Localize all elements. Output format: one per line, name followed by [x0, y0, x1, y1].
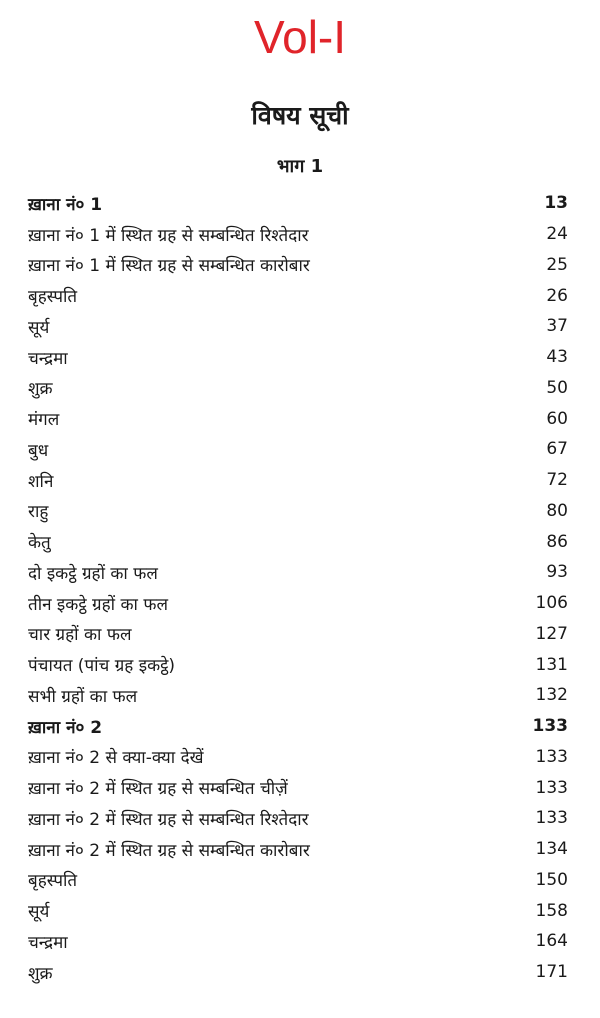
contents-entry [28, 926, 568, 957]
contents-entry [28, 588, 568, 619]
contents-entry [28, 834, 568, 865]
contents-entry [28, 557, 568, 588]
entry-label: सूर्य [28, 317, 50, 338]
entry-label: ख़ाना नं० 2 से क्या-क्या देखें [28, 748, 204, 769]
entry-label: चन्द्रमा [28, 348, 68, 369]
page-title: विषय सूची [251, 101, 349, 130]
contents-entry [28, 496, 568, 527]
entry-page-number: 72 [546, 470, 568, 491]
contents-entry [28, 649, 568, 680]
entry-page-number: 133 [535, 746, 568, 767]
contents-entry [28, 280, 568, 311]
contents-entry [28, 373, 568, 404]
entry-page-number: 37 [546, 316, 568, 337]
entry-label: ख़ाना नं० 1 [28, 194, 103, 215]
contents-entry [28, 803, 568, 834]
entry-page-number: 133 [535, 808, 568, 829]
contents-entry [28, 342, 568, 373]
contents-entry [28, 957, 568, 988]
contents-entry [28, 619, 568, 650]
entry-page-number: 132 [535, 685, 568, 706]
entry-label: ख़ाना नं० 1 में स्थित ग्रह से सम्बन्धित कारोबार [28, 256, 310, 277]
entry-label: ख़ाना नं० 2 में स्थित ग्रह से सम्बन्धित कारोबार [28, 840, 310, 861]
entry-label: शुक्र [28, 379, 53, 400]
entry-page-number: 50 [546, 377, 568, 398]
contents-entry [28, 434, 568, 465]
contents-entry [28, 742, 568, 773]
contents-entry [28, 865, 568, 896]
entry-label: दो इकट्ठे ग्रहों का फल [28, 563, 158, 584]
entry-page-number: 127 [535, 623, 568, 644]
entry-label: केतु [28, 533, 51, 554]
entry-page-number: 150 [535, 869, 568, 890]
entry-page-number: 134 [535, 839, 568, 860]
entry-page-number: 133 [535, 777, 568, 798]
volume-label: Vol-I [253, 11, 347, 63]
entry-label: शनि [28, 471, 54, 492]
entry-label: पंचायत (पांच ग्रह इकट्ठे) [28, 656, 176, 677]
entry-page-number: 67 [546, 439, 568, 460]
entry-label: सूर्य [28, 902, 50, 923]
contents-entry [28, 403, 568, 434]
entry-page-number: 164 [535, 931, 568, 952]
entry-page-number: 131 [535, 654, 568, 675]
entry-page-number: 86 [546, 531, 568, 552]
contents-entry [28, 465, 568, 496]
entry-page-number: 13 [544, 193, 568, 214]
contents-entry [28, 311, 568, 342]
contents-entry [28, 772, 568, 803]
part-heading: भाग 1 [276, 156, 324, 177]
entry-page-number: 158 [535, 900, 568, 921]
entry-label: चन्द्रमा [28, 932, 68, 953]
entry-page-number: 25 [546, 254, 568, 275]
entry-page-number: 80 [546, 500, 568, 521]
contents-entry [28, 680, 568, 711]
contents-entry [28, 895, 568, 926]
contents-entry [28, 250, 568, 281]
entry-page-number: 26 [546, 285, 568, 306]
entry-label: चार ग्रहों का फल [28, 625, 132, 646]
entry-page-number: 133 [532, 716, 568, 737]
contents-list [28, 188, 568, 988]
entry-label: ख़ाना नं० 2 [28, 717, 103, 738]
entry-label: शुक्र [28, 963, 53, 984]
entry-label: बुध [28, 440, 49, 461]
entry-page-number: 24 [546, 224, 568, 245]
entry-label: मंगल [28, 410, 60, 431]
entry-label: राहु [28, 502, 49, 523]
entry-label: ख़ाना नं० 2 में स्थित ग्रह से सम्बन्धित चीज़ें [28, 779, 288, 800]
entry-page-number: 43 [546, 347, 568, 368]
section-entry [28, 711, 568, 742]
entry-page-number: 93 [546, 562, 568, 583]
entry-page-number: 171 [535, 962, 568, 983]
entry-label: बृहस्पति [28, 871, 78, 892]
section-entry [28, 188, 568, 219]
contents-entry [28, 526, 568, 557]
entry-label: तीन इकट्ठे ग्रहों का फल [28, 594, 168, 615]
entry-label: ख़ाना नं० 2 में स्थित ग्रह से सम्बन्धित रिश्तेदार [28, 809, 309, 830]
contents-entry [28, 219, 568, 250]
entry-page-number: 106 [535, 593, 568, 614]
entry-label: बृहस्पति [28, 287, 78, 308]
entry-label: ख़ाना नं० 1 में स्थित ग्रह से सम्बन्धित रिश्तेदार [28, 225, 309, 246]
entry-label: सभी ग्रहों का फल [28, 686, 138, 707]
entry-page-number: 60 [546, 408, 568, 429]
